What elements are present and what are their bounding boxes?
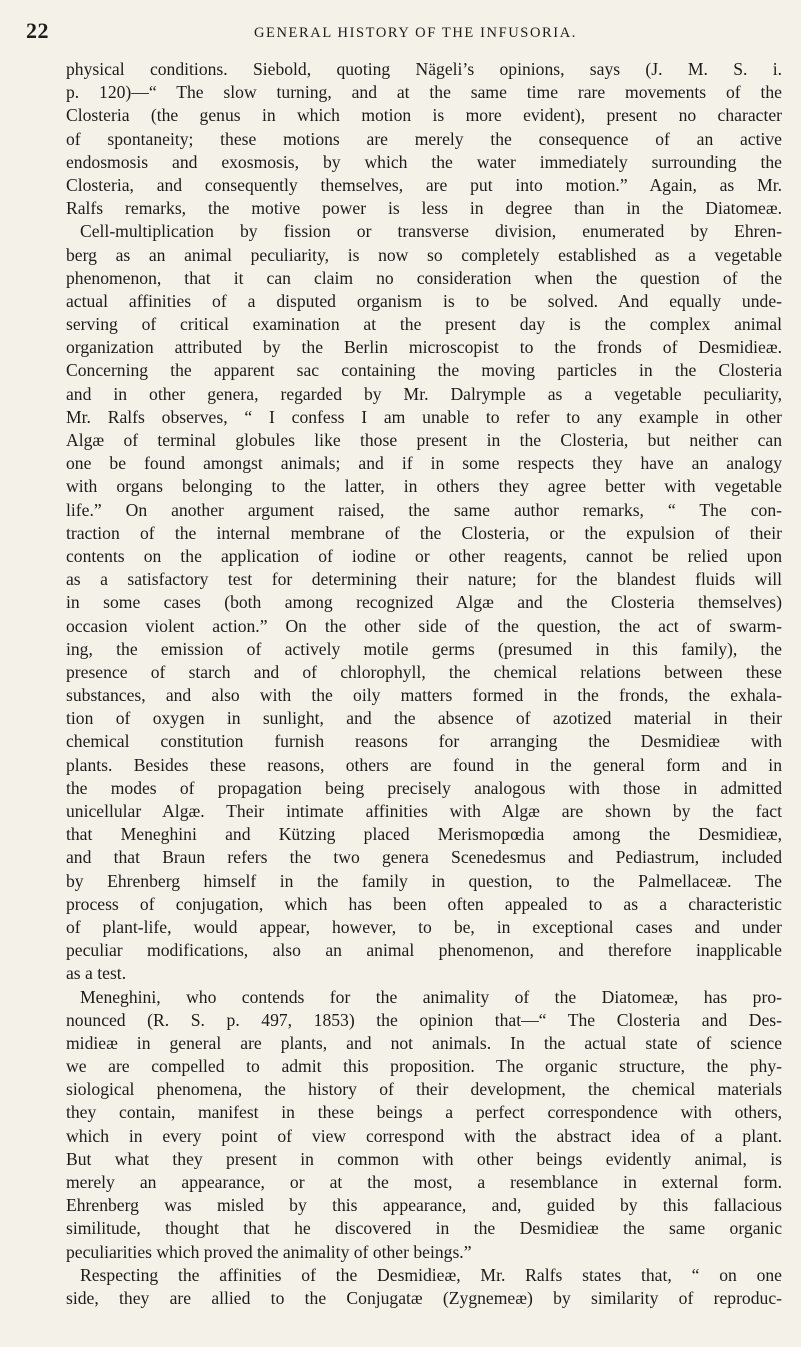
text-line: plants. Besides these reasons, others are found in the general form and in — [66, 754, 782, 775]
page-number: 22 — [26, 18, 49, 43]
text-line: substances, and also with the oily matters formed in the fronds, the exhala- — [66, 685, 782, 706]
text-line: endosmosis and exosmosis, by which the water immediately surrounding the — [66, 151, 782, 172]
text-line: berg as an animal peculiarity, is now so completely established as a vegetable — [66, 244, 782, 265]
text-line: p. 120)—“ The slow turning, and at the same time rare movements of the — [66, 82, 782, 103]
text-line: traction of the internal membrane of the Closteria, or the expulsion of their — [66, 522, 782, 543]
text-line: which in every point of view correspond with the abstract idea of a plant. — [66, 1125, 782, 1146]
text-line: Mr. Ralfs observes, “ I confess I am unable to refer to any example in other — [66, 406, 782, 427]
text-line: peculiarities which proved the animality of other beings.” — [66, 1241, 472, 1262]
text-line: actual affinities of a disputed organism is to be solved. And equally unde- — [66, 290, 782, 311]
text-line: Meneghini, who contends for the animality of the Diatomeæ, has pro- — [80, 986, 782, 1007]
text-line: as a satisfactory test for determining their nature; for the blandest fluids will — [66, 569, 782, 590]
body-text — [66, 58, 782, 1310]
text-line: But what they present in common with other beings evidently animal, is — [66, 1148, 782, 1169]
text-line: life.” On another argument raised, the same author remarks, “ The con- — [66, 499, 782, 520]
text-line: and that Braun refers the two genera Scenedesmus and Pediastrum, included — [66, 847, 782, 868]
text-line: occasion violent action.” On the other side of the question, the act of swarm- — [66, 615, 782, 636]
text-line: process of conjugation, which has been often appealed to as a characteristic — [66, 893, 782, 914]
text-line: peculiar modifications, also an animal phenomenon, and therefore inapplicable — [66, 940, 782, 961]
text-line: physical conditions. Siebold, quoting Nägeli’s opinions, says (J. M. S. i. — [66, 59, 782, 79]
text-line: by Ehrenberg himself in the family in question, to the Palmellaceæ. The — [66, 870, 782, 891]
text-line: side, they are allied to the Conjugatæ (Zygnemeæ) by similarity of reproduc- — [66, 1287, 782, 1308]
text-line: of spontaneity; these motions are merely the consequence of an active — [66, 128, 782, 149]
text-line: merely an appearance, or at the most, a resemblance in external form. — [66, 1172, 782, 1192]
text-line: ing, the emission of actively motile germs (presumed in this family), the — [66, 638, 782, 659]
text-line: unicellular Algæ. Their intimate affinities with Algæ are shown by the fact — [66, 801, 782, 821]
text-line: Ralfs remarks, the motive power is less in degree than in the Diatomeæ. — [66, 198, 782, 219]
text-line: the modes of propagation being precisely analogous with those in admitted — [66, 777, 782, 798]
text-line: Respecting the affinities of the Desmidieæ, Mr. Ralfs states that, “ on one — [80, 1264, 782, 1285]
text-line: as a test. — [66, 963, 127, 984]
text-line: and in other genera, regarded by Mr. Dalrymple as a vegetable peculiarity, — [66, 383, 782, 404]
text-line: Cell-multiplication by fission or transverse division, enumerated by Ehren- — [80, 221, 782, 242]
text-line: chemical constitution furnish reasons for arranging the Desmidieæ with — [66, 731, 782, 752]
text-line: they contain, manifest in these beings a perfect correspondence with others, — [66, 1102, 782, 1123]
text-line: of plant-life, would appear, however, to be, in exceptional cases and under — [66, 916, 782, 937]
text-line: presence of starch and of chlorophyll, the chemical relations between these — [66, 661, 782, 682]
text-line: tion of oxygen in sunlight, and the absence of azotized material in their — [66, 708, 782, 729]
text-line: with organs belonging to the latter, in others they agree better with vegetable — [66, 476, 782, 497]
text-line: that Meneghini and Kützing placed Merismopœdia among the Desmidieæ, — [66, 824, 782, 845]
running-head: GENERAL HISTORY OF THE INFUSORIA. — [253, 25, 578, 41]
text-line: Closteria (the genus in which motion is more evident), present no character — [66, 105, 782, 126]
text-line: Concerning the apparent sac containing the moving particles in the Closteria — [66, 360, 782, 381]
text-line: one be found amongst animals; and if in some respects they have an analogy — [66, 453, 782, 474]
text-line: Ehrenberg was misled by this appearance, and, guided by this fallacious — [66, 1195, 782, 1216]
text-line: siological phenomena, the history of their development, the chemical materials — [66, 1079, 782, 1100]
text-line: Algæ of terminal globules like those present in the Closteria, but neither can — [66, 430, 782, 450]
text-line: Closteria, and consequently themselves, are put into motion.” Again, as Mr. — [66, 174, 782, 195]
text-line: serving of critical examination at the present day is the complex animal — [66, 314, 782, 335]
text-line: organization attributed by the Berlin microscopist to the fronds of Desmidieæ. — [66, 337, 782, 358]
text-line: midieæ in general are plants, and not animals. In the actual state of science — [66, 1032, 782, 1053]
text-line: nounced (R. S. p. 497, 1853) the opinion that—“ The Closteria and Des- — [66, 1009, 782, 1030]
text-line: we are compelled to admit this proposition. The organic structure, the phy- — [66, 1056, 782, 1077]
text-line: similitude, thought that he discovered in the Desmidieæ the same organic — [66, 1218, 782, 1239]
text-line: in some cases (both among recognized Algæ and the Closteria themselves) — [66, 592, 782, 613]
text-line: phenomenon, that it can claim no consideration when the question of the — [66, 267, 782, 288]
text-line: contents on the application of iodine or other reagents, cannot be relied upon — [66, 545, 782, 566]
